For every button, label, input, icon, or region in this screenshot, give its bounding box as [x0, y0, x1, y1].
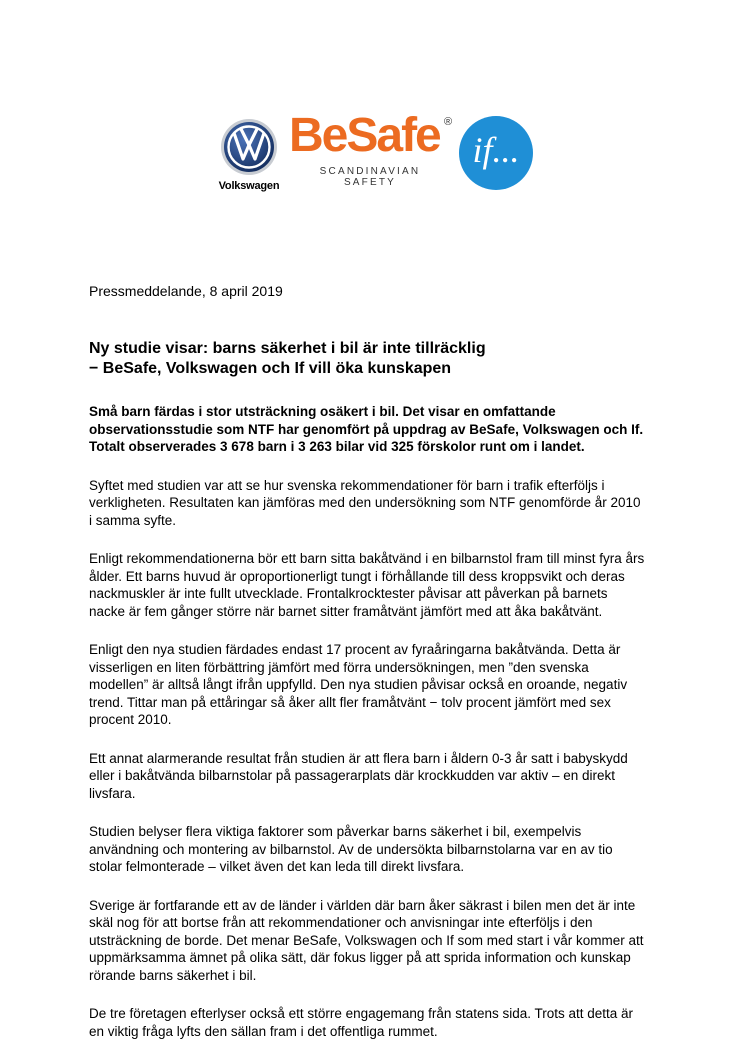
- text-line: utsträckning de borde. Det menar BeSafe, Volkswagen och If som med start i vår kommer att: [89, 932, 644, 948]
- besafe-tagline-line2: SAFETY: [343, 177, 397, 188]
- body-paragraph: [89, 477, 659, 530]
- text-line: verkligheten. Resultaten kan jämföras med den undersökning som NTF genomförde år 2010: [89, 495, 641, 510]
- besafe-tagline: [311, 166, 429, 188]
- text-line: en viktig fråga lyfts den sällan fram i det offentliga rummet.: [89, 1023, 438, 1039]
- body-paragraph: [89, 897, 659, 985]
- text-line: procent 2010.: [89, 712, 172, 727]
- if-logo: [459, 116, 533, 190]
- text-line: trend. Tittar man på ettåringar så åker allt fler framåtvänt − tolv procent jämfört med sex: [89, 694, 611, 710]
- headline-line: − BeSafe, Volkswagen och If vill öka kunskapen: [89, 360, 452, 377]
- headline-line: Ny studie visar: barns säkerhet i bil är inte tillräcklig: [89, 340, 486, 357]
- text-line: användning och montering av bilbarnstol. Av de undersökta bilbarnstolarna var en av tio: [89, 841, 613, 857]
- text-line: Studien belyser flera viktiga faktorer som påverkar barns säkerhet i bil, exempelvis: [89, 824, 582, 839]
- text-line: modellen” är alltså långt ifrån uppfylld. Den nya studien påvisar också en oroande, negativ: [89, 677, 628, 692]
- text-line: Enligt den nya studien färdades endast 17 procent av fyraåringarna bakåtvända. Detta är: [89, 642, 621, 657]
- headline: [89, 339, 659, 379]
- body-paragraph: [89, 550, 659, 620]
- logo-header: [0, 109, 746, 197]
- text-line: Totalt observerades 3 678 barn i 3 263 bilar vid 325 förskolor runt om i landet.: [89, 439, 585, 454]
- text-line: eller i bakåtvända bilbarnstolar på passagerarplats där krockkudden var aktiv – en direkt: [89, 768, 616, 783]
- release-date: Pressmeddelande, 8 april 2019: [89, 283, 283, 299]
- body-paragraph: [89, 750, 659, 803]
- text-line: nackmuskler är inte fullt utvecklade. Frontalkrocktester påvisar att påverkan på barnets: [89, 586, 608, 601]
- text-line: nacke är fem gånger större när barnet sitter framåtvänt jämfört med att åka bakåtvänt.: [89, 603, 603, 619]
- text-line: observationsstudie som NTF har genomfört på uppdrag av BeSafe, Volkswagen och If.: [89, 421, 644, 437]
- text-line: skäl nog för att bortse från att rekommendationer och anvisningar inte efterföljs i den: [89, 915, 593, 930]
- text-line: Enligt rekommendationerna bör ett barn sitta bakåtvänd i en bilbarnstol fram till minst fyra års: [89, 551, 645, 566]
- text-line: rörande barns säkerhet i bil.: [89, 967, 257, 983]
- text-line: i samma syfte.: [89, 512, 177, 528]
- text-line: Små barn färdas i stor utsträckning osäkert i bil. Det visar en omfattande: [89, 404, 556, 419]
- volkswagen-logo: [213, 118, 285, 192]
- text-line: De tre företagen efterlyser också ett större engagemang från statens sida. Trots att detta är: [89, 1006, 634, 1021]
- besafe-wordmark: BeSafe: [289, 109, 440, 162]
- text-line: stolar felmonterade – vilket även det kan leda till direkt livsfara.: [89, 859, 465, 874]
- besafe-logo: [289, 109, 459, 192]
- besafe-tagline-line1: SCANDINAVIAN: [319, 166, 421, 177]
- if-wordmark: if...: [472, 130, 520, 170]
- text-line: ålder. Ett barns huvud är oproportionerligt tungt i förhållande till dess kroppsvikt och deras: [89, 568, 625, 584]
- body-paragraph: [89, 823, 659, 876]
- text-line: Syftet med studien var att se hur svenska rekommendationer för barn i trafik efterföljs i: [89, 477, 605, 493]
- registered-mark: ®: [444, 116, 453, 128]
- text-line: livsfara.: [89, 785, 136, 801]
- volkswagen-emblem-icon: [220, 118, 278, 176]
- text-line: visserligen en liten förbättring jämfört med förra undersökningen, men ”den svenska: [89, 659, 589, 675]
- text-line: uppmärksamma ämnet på olika sätt, där fokus ligger på att sprida information och kunskap: [89, 950, 631, 965]
- body-paragraph: [89, 641, 659, 729]
- volkswagen-wordmark: Volkswagen: [218, 180, 280, 192]
- press-release-body: [89, 283, 659, 1040]
- lead-paragraph: [89, 403, 659, 456]
- text-line: Sverige är fortfarande ett av de länder i världen där barn åker säkrast i bilen men det är inte: [89, 897, 636, 913]
- body-paragraph: [89, 1005, 659, 1040]
- text-line: Ett annat alarmerande resultat från studien är att flera barn i åldern 0-3 år satt i babyskydd: [89, 750, 628, 766]
